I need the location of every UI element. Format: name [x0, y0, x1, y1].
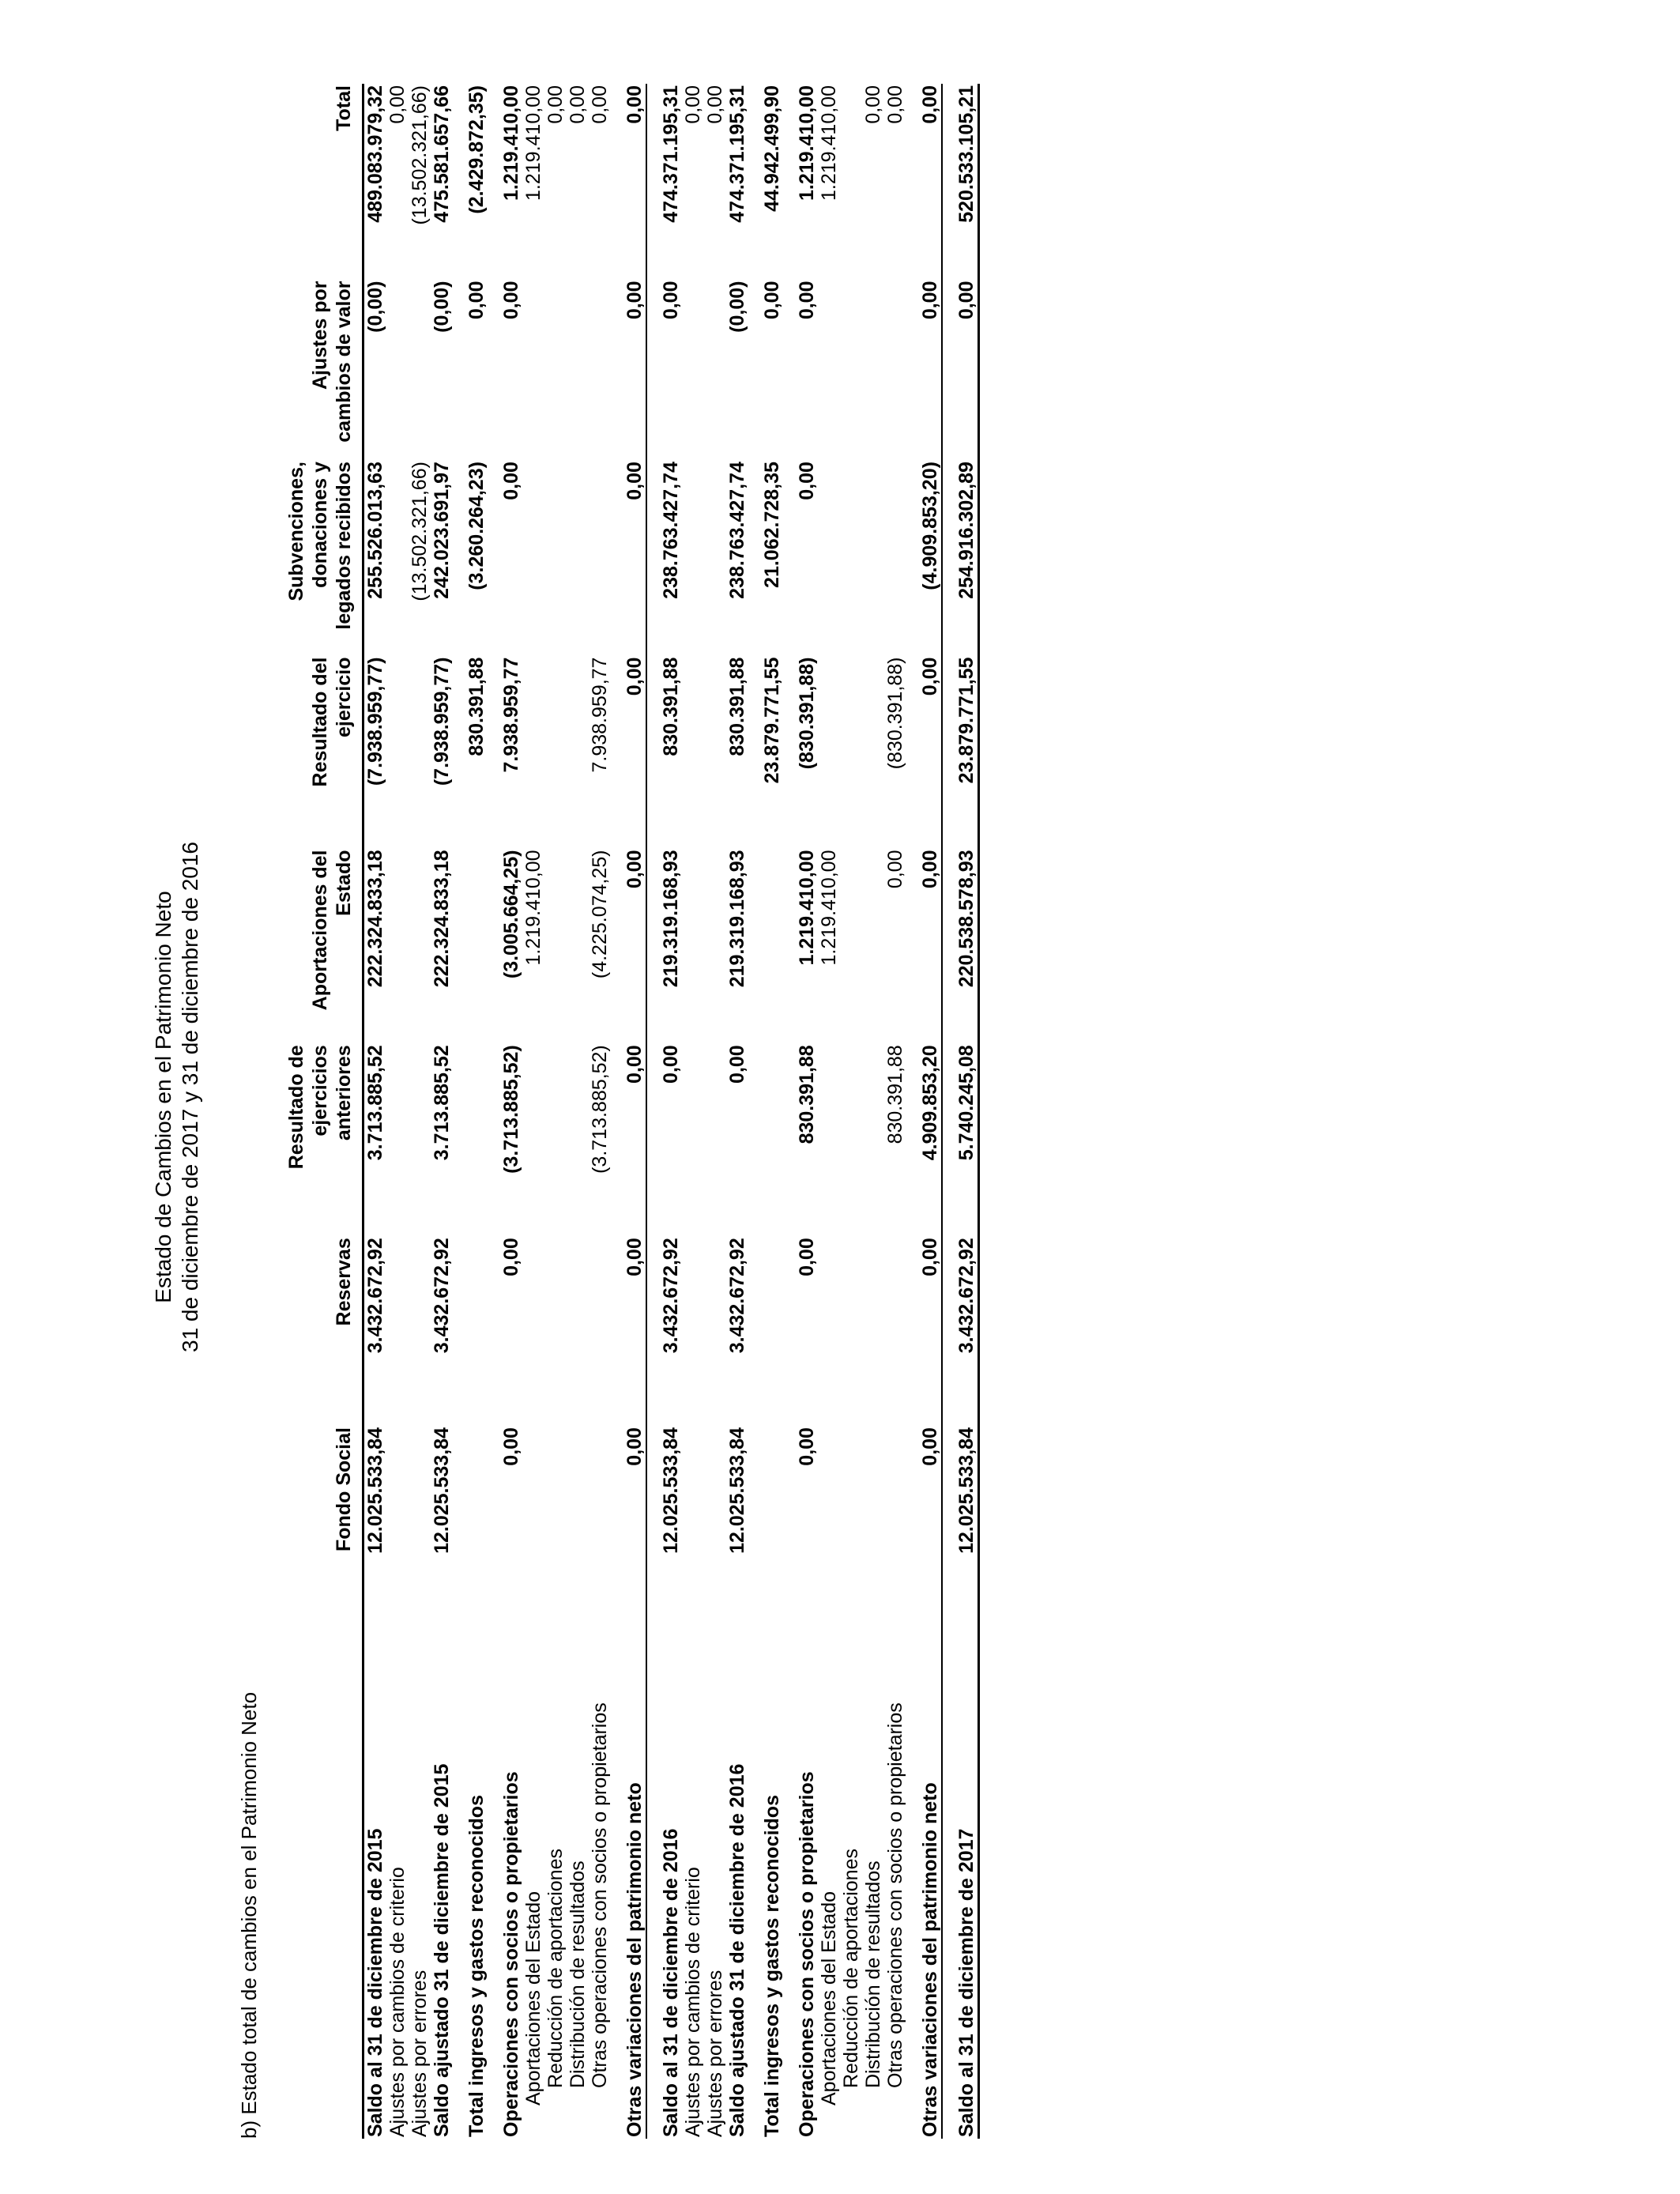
cell-value: 0,00 — [544, 85, 567, 124]
row-label: Saldo al 31 de diciembre de 2017 — [942, 1618, 979, 2139]
cell-value — [818, 460, 840, 655]
cell-value: 520.533.105,21 — [942, 84, 979, 280]
cell-value — [386, 1236, 409, 1426]
cell-value: (4.909.853,20) — [919, 462, 941, 590]
cell-value: 3.432.672,92 — [363, 1236, 387, 1426]
cell-value: 0,00 — [726, 1045, 748, 1084]
table-row — [363, 84, 387, 2139]
cell-value: 474.371.195,31 — [726, 85, 748, 223]
cell-value: 7.938.959,77 — [500, 657, 522, 773]
cell-value — [567, 280, 589, 461]
cell-value: 0,00 — [646, 280, 682, 461]
cell-value — [453, 1236, 488, 1426]
cell-value — [544, 1043, 567, 1236]
table-row — [646, 84, 682, 2139]
cell-value — [409, 656, 431, 849]
equity-changes-table — [284, 84, 980, 2139]
cell-value: 0,00 — [919, 281, 941, 320]
cell-value — [567, 460, 589, 655]
column-header-line: Fondo Social — [333, 1427, 355, 1551]
cell-value: (0,00) — [726, 281, 748, 333]
table-row — [522, 84, 544, 2139]
column-header — [284, 460, 363, 655]
cell-value: 1.219.410,00 — [500, 85, 522, 201]
cell-value — [544, 460, 567, 655]
table-row — [567, 84, 589, 2139]
cell-value: (7.938.959,77) — [363, 656, 387, 849]
table-row — [818, 84, 840, 2139]
cell-value — [862, 849, 884, 1044]
cell-value — [818, 280, 840, 461]
cell-value: 830.391,88 — [726, 657, 748, 756]
cell-value: 219.319.168,93 — [646, 849, 682, 1044]
cell-value: 1.219.410,00 — [818, 85, 840, 201]
column-header-line: Reservas — [333, 1238, 355, 1326]
row-label: Saldo ajustado 31 de diciembre de 2016 — [726, 1763, 748, 2137]
row-label: Otras variaciones del patrimonio neto — [623, 1782, 646, 2137]
cell-value — [544, 1426, 567, 1618]
row-label: Total ingresos y gastos reconocidos — [465, 1795, 488, 2137]
table-row — [884, 84, 906, 2139]
cell-value: 0,00 — [919, 657, 941, 696]
cell-value: 830.391,88 — [465, 657, 488, 756]
cell-value: 21.062.728,35 — [761, 462, 783, 588]
cell-value — [522, 1236, 544, 1426]
cell-value: (2.429.872,35) — [465, 85, 488, 214]
cell-value: 0,00 — [919, 850, 941, 889]
table-header-row — [284, 84, 363, 2139]
row-label: Otras operaciones con socios o propietarios — [884, 1702, 906, 2088]
cell-value: 23.879.771,55 — [761, 657, 783, 784]
cell-value — [544, 1236, 567, 1426]
row-label: Ajustes por cambios de criterio — [682, 1867, 704, 2137]
row-label: Aportaciones del Estado — [818, 1891, 840, 2105]
cell-value — [704, 460, 726, 655]
cell-value: 0,00 — [500, 1427, 522, 1466]
cell-value — [522, 656, 544, 849]
cell-value: 0,00 — [465, 281, 488, 320]
cell-value: 475.581.657,66 — [431, 85, 453, 223]
cell-value: 220.538.578,93 — [942, 849, 979, 1044]
cell-value: 0,00 — [704, 85, 726, 124]
cell-value: 0,00 — [623, 1427, 646, 1466]
cell-value — [818, 656, 840, 849]
cell-value: 0,00 — [623, 281, 646, 320]
cell-value — [386, 656, 409, 849]
table-row — [783, 84, 818, 2139]
section-label: b) Estado total de cambios en el Patrimonio Neto — [237, 1691, 261, 2139]
cell-value — [884, 460, 906, 655]
row-label: Saldo ajustado 31 de diciembre de 2015 — [431, 1763, 453, 2137]
cell-value: 0,00 — [500, 462, 522, 500]
cell-value: 3.432.672,92 — [431, 1238, 453, 1354]
cell-value — [884, 1426, 906, 1618]
cell-value — [409, 849, 431, 1044]
column-header-line: Aportaciones del — [309, 850, 331, 1011]
table-row — [748, 84, 783, 2139]
cell-value — [704, 280, 726, 461]
title-line-2: 31 de diciembre de 2017 y 31 de diciembre de 2016 — [178, 842, 202, 1352]
cell-value — [704, 656, 726, 849]
cell-value — [409, 1426, 431, 1618]
cell-value: (7.938.959,77) — [431, 657, 453, 786]
cell-value: 830.391,88 — [796, 1045, 818, 1144]
cell-value: (3.713.885,52) — [589, 1045, 611, 1174]
cell-value — [589, 280, 611, 461]
row-label: Operaciones con socios o propietarios — [500, 1771, 522, 2137]
cell-value: 12.025.533,84 — [431, 1427, 453, 1554]
cell-value: 7.938.959,77 — [589, 657, 611, 773]
cell-value — [453, 1426, 488, 1618]
cell-value: 238.763.427,74 — [726, 462, 748, 599]
cell-value: 3.713.885,52 — [363, 1043, 387, 1236]
cell-value: 3.432.672,92 — [726, 1238, 748, 1354]
cell-value: 254.916.302,89 — [942, 460, 979, 655]
cell-value — [682, 849, 704, 1044]
cell-value: 0,00 — [796, 281, 818, 320]
cell-value: 474.371.195,31 — [646, 84, 682, 280]
cell-value: (13.502.321,66) — [409, 462, 431, 601]
cell-value — [840, 656, 862, 849]
cell-value — [589, 1426, 611, 1618]
cell-value — [840, 460, 862, 655]
cell-value: 830.391,88 — [646, 656, 682, 849]
cell-value: 238.763.427,74 — [646, 460, 682, 655]
cell-value — [386, 849, 409, 1044]
row-label: Ajustes por errores — [409, 1970, 431, 2137]
cell-value: 1.219.410,00 — [522, 850, 544, 966]
cell-value: 4.909.853,20 — [919, 1045, 941, 1161]
cell-value — [544, 849, 567, 1044]
table-row — [611, 84, 646, 2139]
column-header — [284, 84, 363, 280]
cell-value: 12.025.533,84 — [726, 1427, 748, 1554]
cell-value — [544, 280, 567, 461]
cell-value — [386, 1043, 409, 1236]
cell-value: 0,00 — [919, 85, 941, 124]
cell-value — [704, 1426, 726, 1618]
cell-value: 0,00 — [623, 462, 646, 500]
cell-value: 489.083.979,32 — [363, 84, 387, 280]
cell-value — [409, 280, 431, 461]
cell-value: (4.225.074,25) — [589, 850, 611, 979]
cell-value — [567, 1426, 589, 1618]
cell-value: 0,00 — [623, 85, 646, 124]
table-row — [589, 84, 611, 2139]
column-header — [284, 280, 363, 461]
cell-value — [748, 849, 783, 1044]
cell-value: 0,00 — [862, 85, 884, 124]
row-label: Reducción de aportaciones — [544, 1849, 567, 2088]
cell-value: 0,00 — [646, 1043, 682, 1236]
cell-value — [682, 1043, 704, 1236]
cell-value: 12.025.533,84 — [363, 1426, 387, 1618]
cell-value — [386, 280, 409, 461]
cell-value: 0,00 — [567, 85, 589, 124]
cell-value: 219.319.168,93 — [726, 850, 748, 988]
row-label: Saldo al 31 de diciembre de 2015 — [363, 1618, 387, 2139]
cell-value: 0,00 — [942, 280, 979, 461]
cell-value: 12.025.533,84 — [646, 1426, 682, 1618]
cell-value — [682, 1426, 704, 1618]
cell-value — [862, 656, 884, 849]
cell-value: (3.260.264,23) — [465, 462, 488, 590]
row-label: Otras variaciones del patrimonio neto — [919, 1782, 941, 2137]
row-label: Ajustes por errores — [704, 1970, 726, 2137]
table-row — [906, 84, 942, 2139]
column-header-line: anteriores — [333, 1045, 355, 1141]
cell-value: 1.219.410,00 — [796, 850, 818, 966]
row-label: Reducción de aportaciones — [840, 1849, 862, 2088]
column-header-line: Resultado del — [309, 657, 331, 787]
column-header — [284, 656, 363, 849]
table-row — [726, 84, 748, 2139]
cell-value: (3.005.664,25) — [500, 850, 522, 979]
cell-value — [840, 280, 862, 461]
cell-value: 1.219.410,00 — [522, 85, 544, 201]
cell-value — [840, 1426, 862, 1618]
cell-value — [884, 280, 906, 461]
document-title — [150, 0, 204, 2194]
row-label: Operaciones con socios o propietarios — [796, 1771, 818, 2137]
table-row — [386, 84, 409, 2139]
cell-value — [522, 1043, 544, 1236]
column-header — [284, 849, 363, 1044]
cell-value: (830.391,88) — [796, 657, 818, 770]
cell-value: 0,00 — [386, 85, 409, 124]
table-row — [704, 84, 726, 2139]
cell-value — [682, 460, 704, 655]
cell-value: 0,00 — [682, 85, 704, 124]
row-label: Distribución de resultados — [862, 1860, 884, 2088]
cell-value: 0,00 — [919, 1427, 941, 1466]
cell-value: 0,00 — [589, 85, 611, 124]
cell-value: 0,00 — [623, 1238, 646, 1276]
cell-value: 0,00 — [884, 85, 906, 124]
cell-value — [409, 1236, 431, 1426]
row-label: Saldo al 31 de diciembre de 2016 — [646, 1618, 682, 2139]
cell-value — [522, 460, 544, 655]
cell-value: 0,00 — [919, 1238, 941, 1276]
cell-value — [453, 849, 488, 1044]
column-header-line: legados recibidos — [333, 462, 355, 630]
table-row — [862, 84, 884, 2139]
cell-value: (0,00) — [431, 281, 453, 333]
table-row — [431, 84, 453, 2139]
column-header-line: Subvenciones, — [285, 462, 307, 601]
cell-value — [522, 1426, 544, 1618]
cell-value — [386, 460, 409, 655]
cell-value: 0,00 — [796, 462, 818, 500]
cell-value: 222.324.833,18 — [363, 849, 387, 1044]
cell-value — [544, 656, 567, 849]
cell-value: 830.391,88 — [884, 1045, 906, 1144]
cell-value — [589, 1236, 611, 1426]
cell-value — [818, 1426, 840, 1618]
cell-value: 255.526.013,63 — [363, 460, 387, 655]
cell-value — [567, 656, 589, 849]
cell-value — [682, 656, 704, 849]
cell-value: 0,00 — [623, 1045, 646, 1084]
cell-value: 0,00 — [500, 281, 522, 320]
row-label: Total ingresos y gastos reconocidos — [761, 1795, 783, 2137]
table-row — [488, 84, 522, 2139]
cell-value — [567, 1236, 589, 1426]
cell-value — [862, 1043, 884, 1236]
cell-value — [682, 1236, 704, 1426]
cell-value — [567, 849, 589, 1044]
row-label: Otras operaciones con socios o propietarios — [589, 1702, 611, 2088]
cell-value: 0,00 — [884, 850, 906, 889]
cell-value: (0,00) — [363, 280, 387, 461]
cell-value — [453, 1043, 488, 1236]
table-row — [942, 84, 979, 2139]
cell-value — [862, 1236, 884, 1426]
table-row — [544, 84, 567, 2139]
table-row — [840, 84, 862, 2139]
table-row — [453, 84, 488, 2139]
cell-value — [840, 84, 862, 280]
column-header-line: Resultado de — [285, 1045, 307, 1170]
cell-value: 0,00 — [500, 1238, 522, 1276]
cell-value: 1.219.410,00 — [796, 85, 818, 201]
table-row — [682, 84, 704, 2139]
cell-value — [682, 280, 704, 461]
cell-value: 3.432.672,92 — [942, 1236, 979, 1426]
column-header-line: cambios de valor — [333, 281, 355, 443]
cell-value — [862, 280, 884, 461]
cell-value — [748, 1236, 783, 1426]
cell-value — [748, 1043, 783, 1236]
cell-value: 44.942.499,90 — [761, 85, 783, 212]
cell-value — [748, 1426, 783, 1618]
cell-value — [818, 1236, 840, 1426]
cell-value: (3.713.885,52) — [500, 1045, 522, 1174]
cell-value — [567, 1043, 589, 1236]
cell-value: (830.391,88) — [884, 657, 906, 770]
cell-value — [862, 1426, 884, 1618]
cell-value: 5.740.245,08 — [942, 1043, 979, 1236]
cell-value: 3.432.672,92 — [646, 1236, 682, 1426]
table-row — [409, 84, 431, 2139]
cell-value: 0,00 — [623, 657, 646, 696]
cell-value — [589, 460, 611, 655]
column-header — [284, 1043, 363, 1236]
cell-value — [386, 1426, 409, 1618]
column-header-line: Total — [333, 85, 355, 131]
column-header-line: ejercicio — [333, 657, 355, 737]
table-body — [363, 84, 979, 2139]
cell-value — [704, 1236, 726, 1426]
header-description — [284, 1618, 363, 2139]
row-label: Ajustes por cambios de criterio — [386, 1867, 409, 2137]
cell-value: 3.713.885,52 — [431, 1045, 453, 1161]
cell-value — [862, 460, 884, 655]
title-line-1: Estado de Cambios en el Patrimonio Neto — [151, 891, 175, 1303]
cell-value: 222.324.833,18 — [431, 850, 453, 988]
column-header-line: donaciones y — [309, 462, 331, 588]
cell-value — [884, 1236, 906, 1426]
cell-value: 0,00 — [796, 1427, 818, 1466]
cell-value: 0,00 — [623, 850, 646, 889]
row-label: Aportaciones del Estado — [522, 1891, 544, 2105]
cell-value — [522, 280, 544, 461]
cell-value: 0,00 — [761, 281, 783, 320]
cell-value: 0,00 — [796, 1238, 818, 1276]
column-header — [284, 1236, 363, 1426]
cell-value — [704, 1043, 726, 1236]
cell-value: (13.502.321,66) — [409, 85, 431, 225]
cell-value — [840, 1043, 862, 1236]
cell-value — [409, 1043, 431, 1236]
cell-value — [840, 1236, 862, 1426]
cell-value: 242.023.691,97 — [431, 462, 453, 599]
cell-value — [704, 849, 726, 1044]
cell-value: 23.879.771,55 — [942, 656, 979, 849]
column-header-line: Ajustes por — [309, 281, 331, 390]
column-header-line: Estado — [333, 850, 355, 916]
cell-value — [840, 849, 862, 1044]
column-header-line: ejercicios — [309, 1045, 331, 1137]
row-label: Distribución de resultados — [567, 1860, 589, 2088]
cell-value: 1.219.410,00 — [818, 850, 840, 966]
cell-value: 12.025.533,84 — [942, 1426, 979, 1618]
cell-value — [818, 1043, 840, 1236]
column-header — [284, 1426, 363, 1618]
